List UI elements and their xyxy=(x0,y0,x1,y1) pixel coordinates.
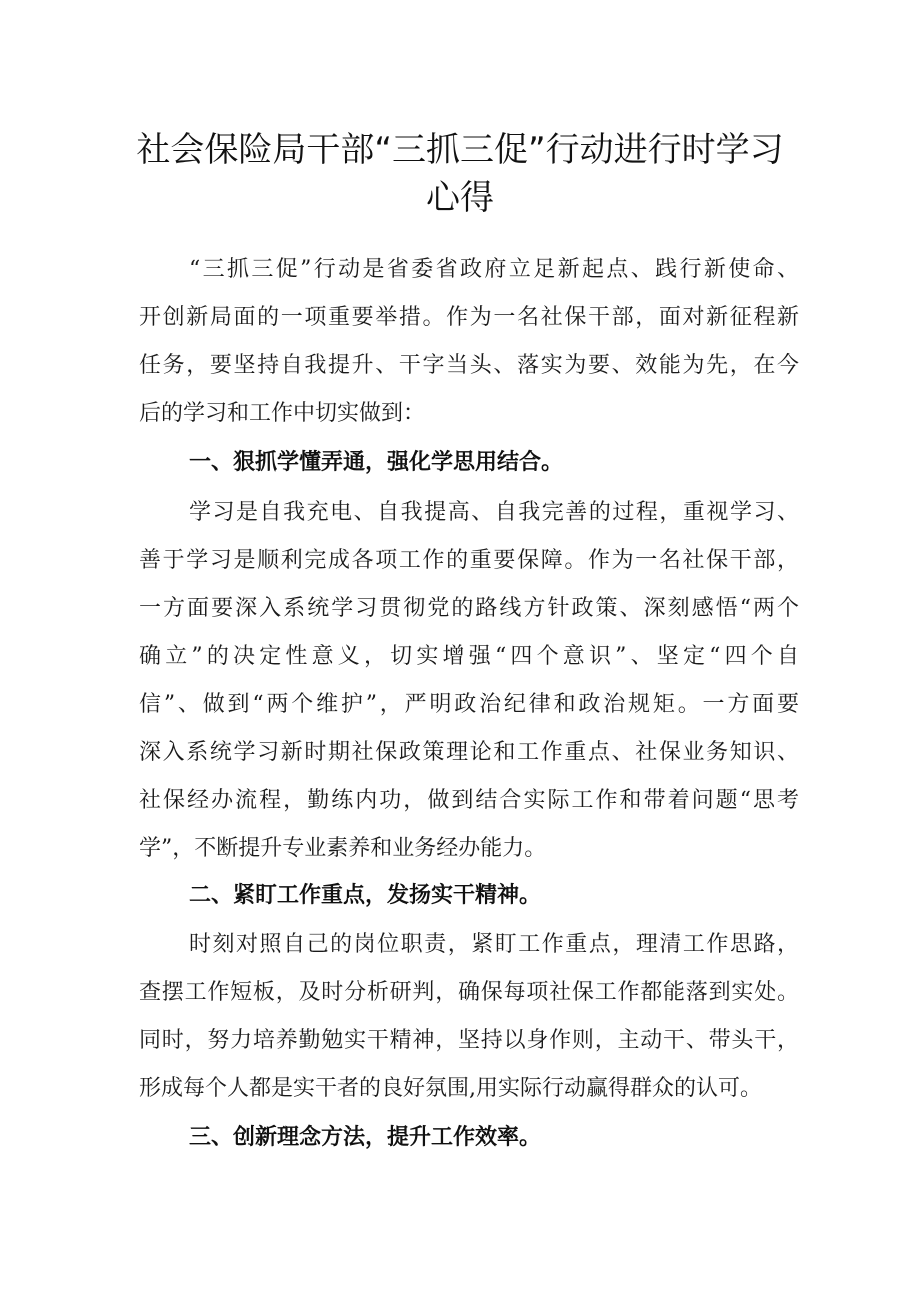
section-1-line: 善于学习是顺利完成各项工作的重要保障。作为一名社保干部， xyxy=(139,548,799,573)
section-1-line: 学”，不断提升专业素养和业务经办能力。 xyxy=(139,836,547,861)
section-1-line: 学习是自我充电、自我提高、自我完善的过程，重视学习、 xyxy=(189,500,799,525)
section-1-line: 深入系统学习新时期社保政策理论和工作重点、社保业务知识、 xyxy=(139,740,799,765)
section-2-line: 形成每个人都是实干者的良好氛围,用实际行动赢得群众的认可。 xyxy=(139,1076,762,1101)
section-1-line: 确立”的决定性意义，切实增强“四个意识”、坚定“四个自 xyxy=(139,644,799,669)
document-title-line-2: 心得 xyxy=(426,178,494,218)
section-2-line: 同时，努力培养勤勉实干精神，坚持以身作则，主动干、带头干， xyxy=(139,1028,799,1053)
section-2-line: 查摆工作短板，及时分析研判，确保每项社保工作都能落到实处。 xyxy=(139,980,799,1005)
intro-line: 开创新局面的一项重要举措。作为一名社保干部，面对新征程新 xyxy=(139,305,799,330)
section-1-line: 一方面要深入系统学习贯彻党的路线方针政策、深刻感悟“两个 xyxy=(139,596,799,621)
section-3-heading: 三、创新理念方法，提升工作效率。 xyxy=(189,1125,542,1150)
section-1-line: 信”、做到“两个维护”，严明政治纪律和政治规矩。一方面要 xyxy=(139,692,799,717)
intro-line: 任务，要坚持自我提升、干字当头、落实为要、效能为先，在今 xyxy=(139,353,799,378)
section-2-heading: 二、紧盯工作重点，发扬实干精神。 xyxy=(189,883,542,908)
section-1-line: 社保经办流程，勤练内功，做到结合实际工作和带着问题“思考 xyxy=(139,788,799,813)
document-title-line-1: 社会保险局干部“三抓三促”行动进行时学习 xyxy=(136,130,784,170)
intro-line: “三抓三促”行动是省委省政府立足新起点、践行新使命、 xyxy=(189,257,799,282)
section-1-heading: 一、狠抓学懂弄通，强化学思用结合。 xyxy=(189,450,564,475)
intro-line: 后的学习和工作中切实做到： xyxy=(139,401,426,426)
section-2-line: 时刻对照自己的岗位职责，紧盯工作重点，理清工作思路， xyxy=(189,932,799,957)
